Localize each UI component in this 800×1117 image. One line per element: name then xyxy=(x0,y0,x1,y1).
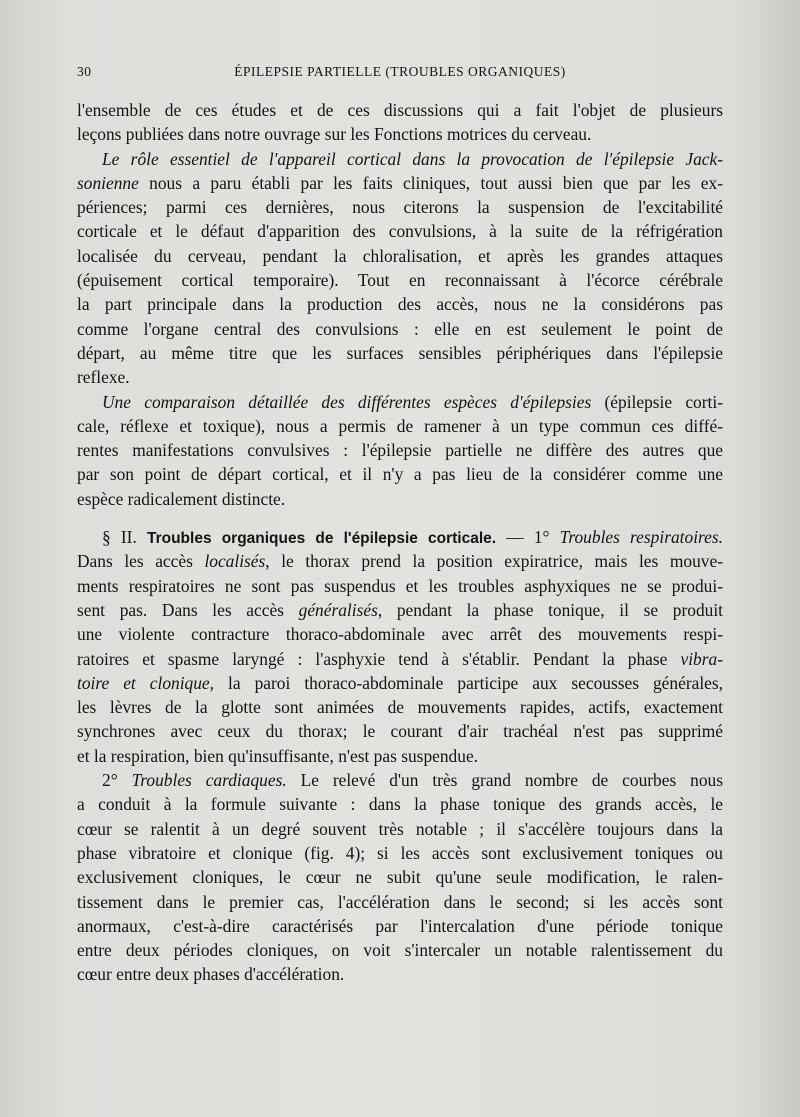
text-line: départ, au même titre que les surfaces sensibles périphériques dans l'épilepsie xyxy=(77,342,723,363)
text-line xyxy=(77,390,723,414)
text-line: rentes manifestations convulsives : l'épilepsie partielle ne diffère des autres que xyxy=(77,440,723,461)
text-run: — 1° xyxy=(496,527,550,548)
text-run: Le relevé d'un très grand nombre de courbes nous xyxy=(286,770,723,791)
text-line: Le rôle essentiel de l'appareil cortical dans la provocation de l'épilepsie Jack- xyxy=(102,148,723,169)
emphasis: sonienne xyxy=(77,172,139,193)
text-line: la part principale dans la production des accès, nous ne la considérons pas xyxy=(77,294,723,315)
text-line: cale, réflexe et toxique), nous a permis de ramener à un type commun ces diffé- xyxy=(77,415,723,436)
text-line: exclusivement cloniques, le cœur ne subit qu'une seule modification, le ralen- xyxy=(77,867,723,888)
emphasis: Une comparaison détaillée des différentes espèces d'épilepsies xyxy=(102,391,592,412)
text-line: anormaux, c'est-à-dire caractérisés par l'intercalation d'une période tonique xyxy=(77,915,723,936)
section-spacer xyxy=(77,511,723,525)
text-line: l'ensemble de ces études et de ces discussions qui a fait l'objet de plusieurs xyxy=(77,100,723,120)
section-heading-paragraph xyxy=(77,525,723,768)
text-line xyxy=(77,171,723,195)
text-line xyxy=(77,671,723,695)
text-line xyxy=(77,768,723,792)
text-line: espèce radicalement distincte. xyxy=(77,488,286,509)
text-line xyxy=(77,549,723,573)
text-line: phase vibratoire et clonique (fig. 4); si les accès sont exclusivement toniques ou xyxy=(77,842,723,863)
text-run: , pendant la phase tonique, il se produit xyxy=(377,599,724,620)
paragraph xyxy=(77,98,723,147)
text-run: ratoires et spasme laryngé : l'asphyxie tend à s'établir. Pendant la phase xyxy=(77,648,681,669)
emphasis: vibra- xyxy=(680,648,723,669)
text-line xyxy=(77,647,723,671)
text-line: les lèvres de la glotte sont animées de mouvements rapides, actifs, exactement xyxy=(77,697,723,718)
emphasis: toire et clonique xyxy=(77,672,210,693)
paragraph xyxy=(77,147,723,390)
text-run: , la paroi thoraco-abdominale participe aux secousses générales, xyxy=(209,672,723,693)
text-line: corticale et le défaut d'apparition des convulsions, à la suite de la réfrigération xyxy=(77,221,723,242)
text-line: localisée du cerveau, pendant la chloralisation, et après les grandes attaques xyxy=(77,245,723,266)
text-line: et la respiration, bien qu'insuffisante, n'est pas suspendue. xyxy=(77,745,479,766)
running-head: ÉPILEPSIE PARTIELLE (TROUBLES ORGANIQUES) xyxy=(234,64,566,79)
paragraph xyxy=(77,768,723,987)
section-heading-line xyxy=(77,525,723,549)
emphasis: Troubles cardiaques. xyxy=(131,770,287,791)
text-run: Dans les accès xyxy=(77,551,205,572)
text-line: a conduit à la formule suivante : dans la phase tonique des grands accès, le xyxy=(77,794,723,815)
text-line: par son point de départ cortical, et il n'y a pas lieu de la considérer comme une xyxy=(77,464,723,485)
emphasis: localisés xyxy=(204,551,266,572)
text-line: comme l'organe central des convulsions : elle en est seulement le point de xyxy=(77,318,723,339)
text-run: nous a paru établi par les faits cliniques, tout aussi bien que par les ex- xyxy=(138,172,723,193)
section-title: Troubles organiques de l'épilepsie corticale. xyxy=(146,530,497,548)
text-line: ments respiratoires ne sont pas suspendus et les troubles asphyxiques ne se produi- xyxy=(77,575,723,596)
text-line: cœur entre deux phases d'accélération. xyxy=(77,964,345,985)
section-number: § II. xyxy=(102,527,137,548)
paragraph xyxy=(77,390,723,511)
text-line: reflexe. xyxy=(77,367,130,388)
page-body xyxy=(77,98,723,987)
text-line: périences; parmi ces dernières, nous citerons la suspension de l'excitabilité xyxy=(77,197,723,218)
text-line: cœur se ralentit à un degré souvent très notable ; il s'accélère toujours dans la xyxy=(77,818,723,839)
emphasis: généralisés xyxy=(298,599,378,620)
item-number: 2° xyxy=(102,770,118,791)
text-line: entre deux périodes cloniques, on voit s'intercaler un notable ralentissement du xyxy=(77,940,723,961)
text-run: sent pas. Dans les accès xyxy=(77,599,299,620)
text-line: une violente contracture thoraco-abdominale avec arrêt des mouvements respi- xyxy=(77,624,723,645)
page-number: 30 xyxy=(77,64,92,79)
text-line: leçons publiées dans notre ouvrage sur les Fonctions motrices du cerveau. xyxy=(77,124,592,145)
text-line: (épuisement cortical temporaire). Tout en reconnaissant à l'écorce cérébrale xyxy=(77,270,723,291)
text-run: , le thorax prend la position expiratrice, mais les mouve- xyxy=(265,551,723,572)
page-header xyxy=(77,64,723,86)
text-line: synchrones avec ceux du thorax; le courant d'air trachéal n'est pas supprimé xyxy=(77,721,723,742)
text-line xyxy=(77,598,723,622)
text-run: (épilepsie corti- xyxy=(591,391,723,412)
section-subtitle: Troubles respiratoires. xyxy=(559,527,723,548)
text-line: tissement dans le premier cas, l'accélération dans le second; si les accès sont xyxy=(77,891,723,912)
